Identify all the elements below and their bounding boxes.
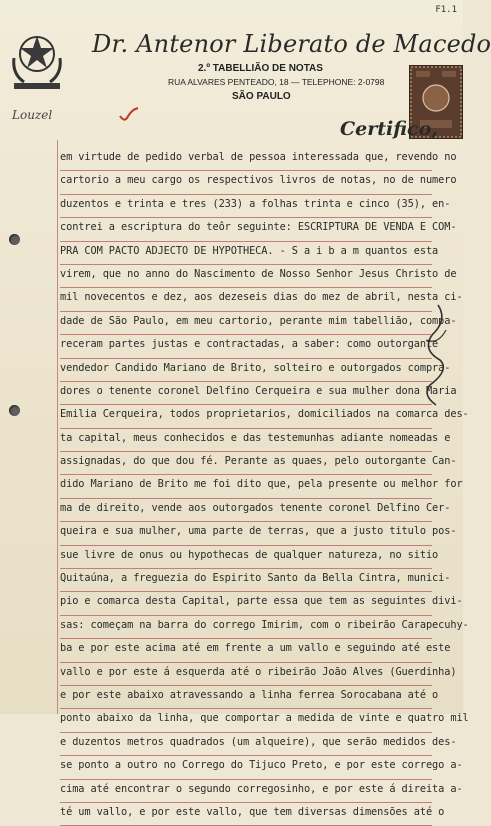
punch-hole [9, 234, 20, 245]
text-line: ma de direito, vende aos outorgados tenente coronel Delfino Cer- [60, 499, 432, 522]
text-line: pio e comarca desta Capital, parte essa que tem as seguintes divi- [60, 592, 432, 615]
text-line: queira e sua mulher, uma parte de terras, que a justo titulo pos- [60, 522, 432, 545]
text-line: e por este abaixo atravessando a linha ferrea Sorocabana até o [60, 686, 432, 709]
notary-name: Dr. Antenor Liberato de Macedo [92, 30, 491, 58]
text-line: dade de São Paulo, em meu cartorio, perante mim tabellião, compa- [60, 312, 432, 335]
text-line: e duzentos metros quadrados (um alqueire), que serão medidos des- [60, 733, 432, 756]
text-line: sue livre de onus ou hypothecas de qualquer natureza, no sitio [60, 546, 432, 569]
text-line: té um vallo, e por este vallo, que tem diversas dimensões até o [60, 803, 432, 826]
text-line: duzentos e trinta e tres (233) a folhas trinta e cinco (35), en- [60, 195, 432, 218]
punch-hole [9, 405, 20, 416]
text-line: Quitaúna, a freguezia do Espirito Santo da Bella Cintra, munici- [60, 569, 432, 592]
text-line: sas: começam na barra do corrego Imirim, com o ribeirão Carapecuhy- [60, 616, 432, 639]
page-number: F1.1 [435, 5, 457, 15]
text-line: Emilia Cerqueira, todos proprietarios, domiciliados na comarca des- [60, 405, 432, 428]
certification-heading: Certifico, [340, 118, 438, 140]
margin-handwritten-note: Louzel [12, 108, 53, 122]
text-line: dido Mariano de Brito me foi dito que, pela presente ou melhor for [60, 475, 432, 498]
text-line: se ponto a outro no Corrego do Tijuco Preto, e por este corrego a- [60, 756, 432, 779]
text-line: receram partes justas e contractadas, a saber: como outorgante [60, 335, 432, 358]
text-line: vendedor Candido Mariano de Brito, solteiro e outorgados compra- [60, 359, 432, 382]
text-line: cima até encontrar o segundo corregosinho, e por este á direita a- [60, 780, 432, 803]
text-line: ponto abaixo da linha, que comportar a medida de vinte e quatro mil [60, 709, 432, 732]
notary-office: 2.º TABELLIÃO DE NOTAS [198, 63, 323, 74]
notary-city: SÃO PAULO [232, 91, 291, 102]
text-line: em virtude de pedido verbal de pessoa interessada que, revendo no [60, 148, 432, 171]
text-line: cartorio a meu cargo os respectivos livros de notas, no de numero [60, 171, 432, 194]
notary-address: RUA ALVARES PENTEADO, 18 — TELEPHONE: 2-0798 [168, 77, 385, 87]
coat-of-arms-logo [8, 28, 66, 92]
text-line: contrei a escriptura do teôr seguinte: ESCRIPTURA DE VENDA E COM- [60, 218, 432, 241]
text-line: mil novecentos e dez, aos dezeseis dias do mez de abril, nesta ci- [60, 288, 432, 311]
text-line: ta capital, meus conhecidos e das testemunhas adiante nomeadas e [60, 429, 432, 452]
deed-text [60, 148, 469, 826]
text-line: assignadas, do que dou fé. Perante as quaes, pelo outorgante Can- [60, 452, 432, 475]
text-line: PRA COM PACTO ADJECTO DE HYPOTHECA. - S a i b a m quantos esta [60, 242, 432, 265]
margin-rule [57, 140, 58, 714]
red-check-mark [118, 106, 140, 124]
text-line: vallo e por este á esquerda até o ribeirão João Alves (Guerdinha) [60, 663, 432, 686]
text-line: ba e por este acima até em frente a um vallo e seguindo até este [60, 639, 432, 662]
text-line: dores o tenente coronel Delfino Cerqueira e sua mulher dona Maria [60, 382, 432, 405]
text-line: virem, que no anno do Nascimento de Nosso Senhor Jesus Christo de [60, 265, 432, 288]
